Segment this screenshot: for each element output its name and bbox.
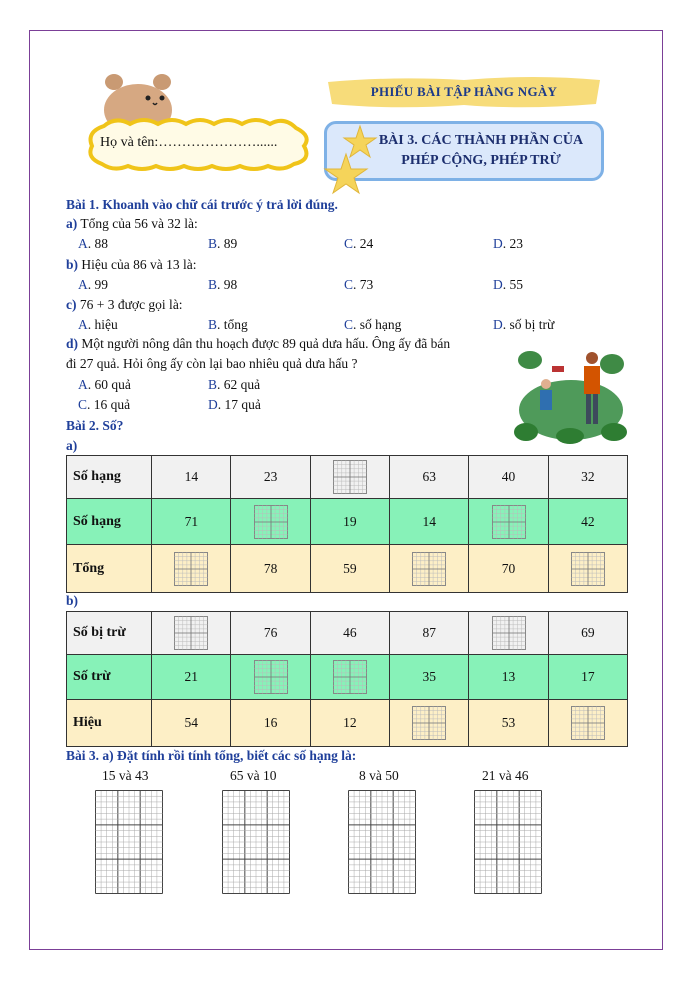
blank-cell[interactable] bbox=[231, 499, 310, 545]
option-c[interactable] bbox=[344, 317, 401, 333]
farmer-watermelon-illustration bbox=[512, 340, 630, 444]
option-letter: D bbox=[493, 236, 503, 251]
table-cell: 17 bbox=[548, 655, 627, 700]
bai1-title: Bài 1. Khoanh vào chữ cái trước ý trả lời đúng. bbox=[66, 197, 338, 212]
table-cell: 21 bbox=[152, 655, 231, 700]
table-cell: 87 bbox=[390, 612, 469, 655]
question-d: d) Một người nông dân thu hoạch được 89 quả dưa hấu. Ông ấy đã bán bbox=[66, 336, 451, 351]
blank-cell[interactable] bbox=[469, 612, 548, 655]
calculation-grid[interactable] bbox=[222, 790, 290, 894]
option-text: . 23 bbox=[502, 236, 523, 251]
row-header: Số hạng bbox=[67, 499, 152, 545]
option-letter: B bbox=[208, 377, 218, 392]
table-cell: 69 bbox=[548, 612, 627, 655]
table-cell: 32 bbox=[548, 456, 627, 499]
option-c[interactable] bbox=[78, 397, 130, 413]
option-text: . 73 bbox=[353, 277, 374, 292]
table-cell: 19 bbox=[310, 499, 389, 545]
table-cell: 14 bbox=[390, 499, 469, 545]
option-text: . 98 bbox=[217, 277, 238, 292]
row-header: Hiệu bbox=[67, 700, 152, 747]
option-text: . 24 bbox=[353, 236, 374, 251]
option-letter: C bbox=[344, 236, 354, 251]
bai2-part-a-label: a) bbox=[66, 438, 78, 453]
answer-box[interactable] bbox=[571, 552, 605, 586]
answer-box[interactable] bbox=[412, 552, 446, 586]
table-cell: 70 bbox=[469, 545, 548, 593]
option-d[interactable] bbox=[208, 397, 261, 413]
blank-cell[interactable] bbox=[152, 612, 231, 655]
row-header: Số hạng bbox=[67, 456, 152, 499]
addend-pair-label: 21 và 46 bbox=[482, 768, 529, 783]
table-row bbox=[67, 456, 628, 499]
star-icon bbox=[322, 124, 380, 196]
option-letter: B bbox=[208, 277, 218, 292]
option-text: . 62 quả bbox=[217, 377, 261, 392]
bai2-title: Bài 2. Số? bbox=[66, 418, 124, 433]
bai3-title: Bài 3. a) Đặt tính rồi tính tổng, biết các số hạng là: bbox=[66, 748, 357, 763]
question-d-line2: đi 27 quả. Hỏi ông ấy còn lại bao nhiêu quả dưa hấu ? bbox=[66, 356, 358, 371]
option-letter: C bbox=[344, 317, 354, 332]
bai2-table-b bbox=[66, 611, 628, 747]
table-cell: 63 bbox=[390, 456, 469, 499]
option-letter: B bbox=[208, 236, 218, 251]
option-text: . 89 bbox=[217, 236, 238, 251]
option-b[interactable] bbox=[208, 377, 260, 393]
blank-cell[interactable] bbox=[390, 700, 469, 747]
blank-cell[interactable] bbox=[310, 456, 389, 499]
table-cell: 12 bbox=[310, 700, 389, 747]
option-text: . số bị trừ bbox=[502, 317, 555, 332]
answer-box[interactable] bbox=[174, 552, 208, 586]
answer-box[interactable] bbox=[412, 706, 446, 740]
calculation-grid[interactable] bbox=[348, 790, 416, 894]
answer-box[interactable] bbox=[254, 505, 288, 539]
lesson-title: BÀI 3. CÁC THÀNH PHẦN CỦA PHÉP CỘNG, PHÉP TRỪ bbox=[378, 133, 584, 168]
calculation-grid[interactable] bbox=[474, 790, 542, 894]
blank-cell[interactable] bbox=[152, 545, 231, 593]
option-text: . 99 bbox=[87, 277, 108, 292]
blank-cell[interactable] bbox=[390, 545, 469, 593]
table-cell: 14 bbox=[152, 456, 231, 499]
option-c[interactable] bbox=[344, 277, 373, 293]
option-d[interactable] bbox=[493, 277, 523, 293]
table-row bbox=[67, 499, 628, 545]
answer-box[interactable] bbox=[571, 706, 605, 740]
blank-cell[interactable] bbox=[548, 545, 627, 593]
option-a[interactable] bbox=[78, 317, 118, 333]
answer-box[interactable] bbox=[254, 660, 288, 694]
option-letter: B bbox=[208, 317, 218, 332]
blank-cell[interactable] bbox=[548, 700, 627, 747]
table-cell: 23 bbox=[231, 456, 310, 499]
option-letter: D bbox=[493, 317, 503, 332]
blank-cell[interactable] bbox=[231, 655, 310, 700]
answer-box[interactable] bbox=[492, 616, 526, 650]
option-letter: A bbox=[78, 317, 88, 332]
bai2-part-b-label: b) bbox=[66, 593, 79, 608]
option-d[interactable] bbox=[493, 236, 523, 252]
option-a[interactable] bbox=[78, 236, 108, 252]
table-cell: 59 bbox=[310, 545, 389, 593]
option-text: . tổng bbox=[217, 317, 248, 332]
table-cell: 71 bbox=[152, 499, 231, 545]
option-text: . 88 bbox=[87, 236, 108, 251]
table-cell: 42 bbox=[548, 499, 627, 545]
table-cell: 53 bbox=[469, 700, 548, 747]
option-a[interactable] bbox=[78, 377, 131, 393]
table-row bbox=[67, 700, 628, 747]
calculation-grid[interactable] bbox=[95, 790, 163, 894]
addend-pair-label: 65 và 10 bbox=[230, 768, 277, 783]
table-cell: 40 bbox=[469, 456, 548, 499]
option-text: . hiệu bbox=[87, 317, 118, 332]
blank-cell[interactable] bbox=[310, 655, 389, 700]
table-cell: 54 bbox=[152, 700, 231, 747]
answer-box[interactable] bbox=[333, 460, 367, 494]
option-letter: D bbox=[208, 397, 218, 412]
option-text: . số hạng bbox=[353, 317, 402, 332]
option-b[interactable] bbox=[208, 277, 237, 293]
bai2-table-a bbox=[66, 455, 628, 593]
option-a[interactable] bbox=[78, 277, 108, 293]
option-text: . 17 quả bbox=[217, 397, 261, 412]
table-cell: 46 bbox=[310, 612, 389, 655]
option-b[interactable] bbox=[208, 317, 248, 333]
row-header: Số trừ bbox=[67, 655, 152, 700]
table-cell: 16 bbox=[231, 700, 310, 747]
question-b: b) Hiệu của 86 và 13 là: bbox=[66, 257, 197, 272]
table-cell: 35 bbox=[390, 655, 469, 700]
option-letter: D bbox=[493, 277, 503, 292]
row-header: Số bị trừ bbox=[67, 612, 152, 655]
row-header: Tổng bbox=[67, 545, 152, 593]
option-text: . 55 bbox=[502, 277, 523, 292]
option-letter: A bbox=[78, 377, 88, 392]
table-row bbox=[67, 612, 628, 655]
table-row bbox=[67, 545, 628, 593]
table-cell: 78 bbox=[231, 545, 310, 593]
table-row bbox=[67, 655, 628, 700]
answer-box[interactable] bbox=[174, 616, 208, 650]
question-c: c) 76 + 3 được gọi là: bbox=[66, 297, 183, 312]
option-b[interactable] bbox=[208, 236, 237, 252]
student-name-field[interactable]: Họ và tên:…………………...... bbox=[100, 135, 278, 150]
option-letter: A bbox=[78, 236, 88, 251]
option-text: . 16 quả bbox=[87, 397, 131, 412]
worksheet-banner: PHIẾU BÀI TẬP HÀNG NGÀY bbox=[370, 84, 558, 99]
table-cell: 76 bbox=[231, 612, 310, 655]
option-text: . 60 quả bbox=[87, 377, 131, 392]
option-letter: C bbox=[344, 277, 354, 292]
addend-pair-label: 15 và 43 bbox=[102, 768, 149, 783]
answer-box[interactable] bbox=[492, 505, 526, 539]
blank-cell[interactable] bbox=[469, 499, 548, 545]
option-letter: A bbox=[78, 277, 88, 292]
question-a: a) Tổng của 56 và 32 là: bbox=[66, 216, 198, 231]
addend-pair-label: 8 và 50 bbox=[359, 768, 399, 783]
option-d[interactable] bbox=[493, 317, 554, 333]
option-letter: C bbox=[78, 397, 88, 412]
table-cell: 13 bbox=[469, 655, 548, 700]
option-c[interactable] bbox=[344, 236, 373, 252]
answer-box[interactable] bbox=[333, 660, 367, 694]
